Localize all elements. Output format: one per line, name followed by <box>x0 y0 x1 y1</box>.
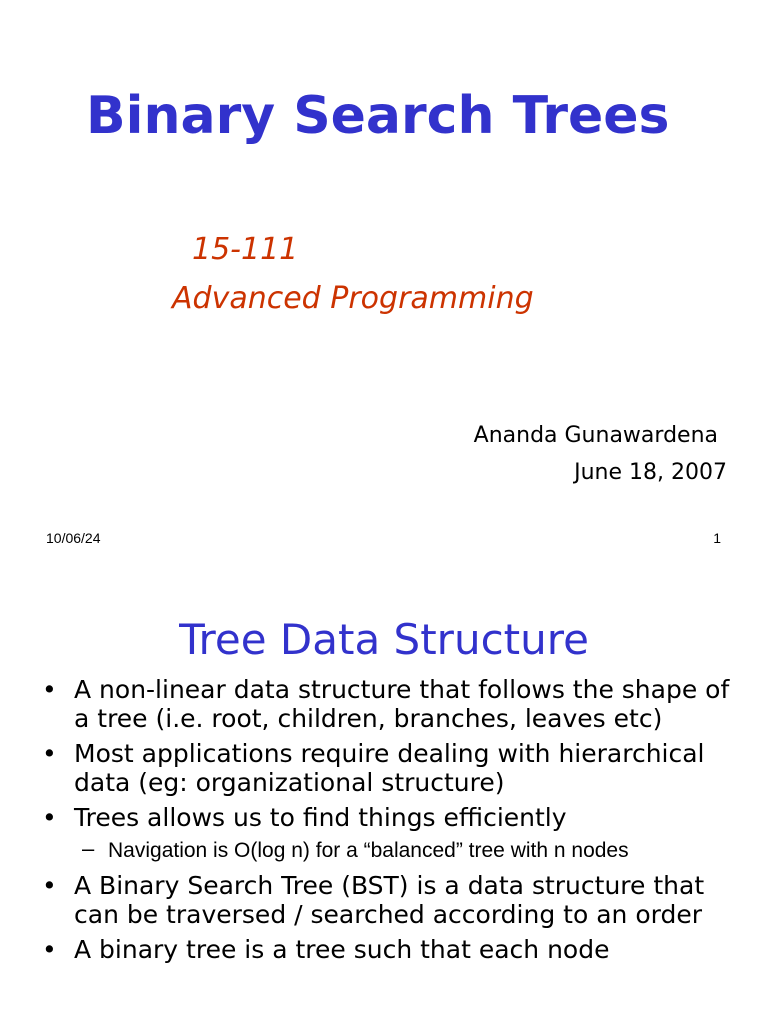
page-number: 1 <box>713 530 721 546</box>
bullet-item <box>40 675 740 733</box>
bullet-text: A non-linear data structure that follows the shape of a tree (i.e. root, children, branches, leaves etc) <box>74 675 730 733</box>
bullet-item <box>40 871 740 929</box>
bullet-item <box>40 803 740 832</box>
bullet-marker: • <box>42 675 57 704</box>
bullet-marker: • <box>42 803 57 832</box>
bullet-item <box>40 935 740 964</box>
sub-bullet-text: Navigation is O(log n) for a “balanced” tree with n nodes <box>108 839 629 862</box>
bullet-marker: • <box>42 935 57 964</box>
sub-bullet-item <box>40 838 740 863</box>
bullet-marker: • <box>42 871 57 900</box>
footer-date: 10/06/24 <box>46 530 101 546</box>
bullet-text: A Binary Search Tree (BST) is a data structure that can be traversed / searched according to an order <box>74 871 705 929</box>
slide-title: Binary Search Trees <box>86 86 670 146</box>
bullet-item <box>40 739 740 797</box>
sub-bullet-marker: – <box>82 836 95 861</box>
slide-2 <box>0 560 768 1024</box>
bullet-marker: • <box>42 739 57 768</box>
presentation-date: June 18, 2007 <box>574 460 727 485</box>
course-number: 15-111 <box>192 232 299 267</box>
course-name: Advanced Programming <box>172 281 534 316</box>
bullet-list <box>40 675 740 970</box>
bullet-text: Trees allows us to find things efficiently <box>74 803 567 832</box>
bullet-text: Most applications require dealing with hierarchical data (eg: organizational structure) <box>74 739 705 797</box>
bullet-text: A binary tree is a tree such that each node <box>74 935 610 964</box>
slide-title: Tree Data Structure <box>179 615 589 664</box>
author-name: Ananda Gunawardena <box>473 423 718 448</box>
